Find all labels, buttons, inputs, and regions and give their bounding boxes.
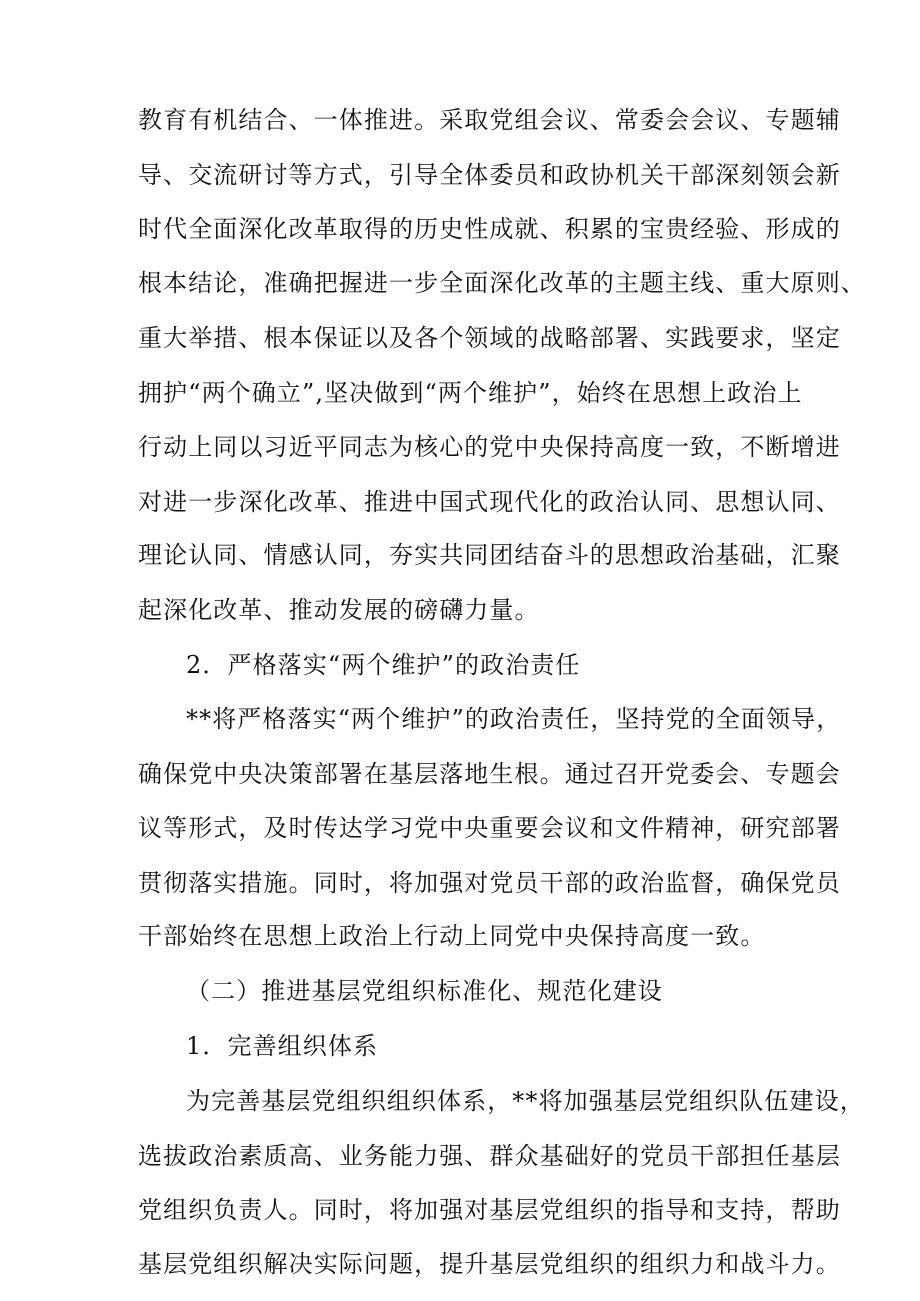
paragraph-line: 行动上同以习近平同志为核心的党中央保持高度一致，不断增进	[138, 433, 841, 461]
paragraph-line: 起深化改革、推动发展的磅礴力量。	[138, 596, 540, 624]
paragraph-line: **将严格落实“两个维护”的政治责任，坚持党的全面领导，	[186, 705, 842, 733]
section-heading: 1．完善组织体系	[186, 1032, 379, 1060]
paragraph-line: 理论认同、情感认同，夯实共同团结奋斗的思想政治基础，汇聚	[138, 541, 841, 569]
paragraph-line: 为完善基层党组织组织体系，**将加强基层党组织队伍建设，	[186, 1087, 865, 1115]
paragraph-line: 对进一步深化改革、推进中国式现代化的政治认同、思想认同、	[138, 488, 841, 516]
paragraph-line: 干部始终在思想上政治上行动上同党中央保持高度一致。	[138, 922, 766, 950]
paragraph-line: 时代全面深化改革取得的历史性成就、积累的宝贵经验、形成的	[138, 215, 841, 243]
section-heading: （二）推进基层党组织标准化、规范化建设	[186, 977, 663, 1005]
paragraph-line: 议等形式，及时传达学习党中央重要会议和文件精神，研究部署	[138, 814, 841, 842]
paragraph-line: 党组织负责人。同时，将加强对基层党组织的指导和支持，帮助	[138, 1196, 841, 1224]
paragraph-line: 选拔政治素质高、业务能力强、群众基础好的党员干部担任基层	[138, 1142, 841, 1170]
paragraph-line: 导、交流研讨等方式，引导全体委员和政协机关干部深刻领会新	[138, 161, 841, 189]
paragraph-line: 重大举措、根本保证以及各个领域的战略部署、实践要求，坚定	[138, 324, 841, 352]
paragraph-line: 教育有机结合、一体推进。采取党组会议、常委会会议、专题辅	[138, 106, 841, 134]
paragraph-line: 根本结论，准确把握进一步全面深化改革的主题主线、重大原则、	[138, 269, 866, 297]
section-heading: 2．严格落实“两个维护”的政治责任	[186, 651, 581, 679]
paragraph-line: 拥护“两个确立”,坚决做到“两个维护”，始终在思想上政治上	[138, 379, 803, 407]
paragraph-line: 确保党中央决策部署在基层落地生根。通过召开党委会、专题会	[138, 760, 841, 788]
paragraph-line: 基层党组织解决实际问题，提升基层党组织的组织力和战斗力。	[138, 1250, 841, 1278]
paragraph-line: 贯彻落实措施。同时，将加强对党员干部的政治监督，确保党员	[138, 869, 841, 897]
